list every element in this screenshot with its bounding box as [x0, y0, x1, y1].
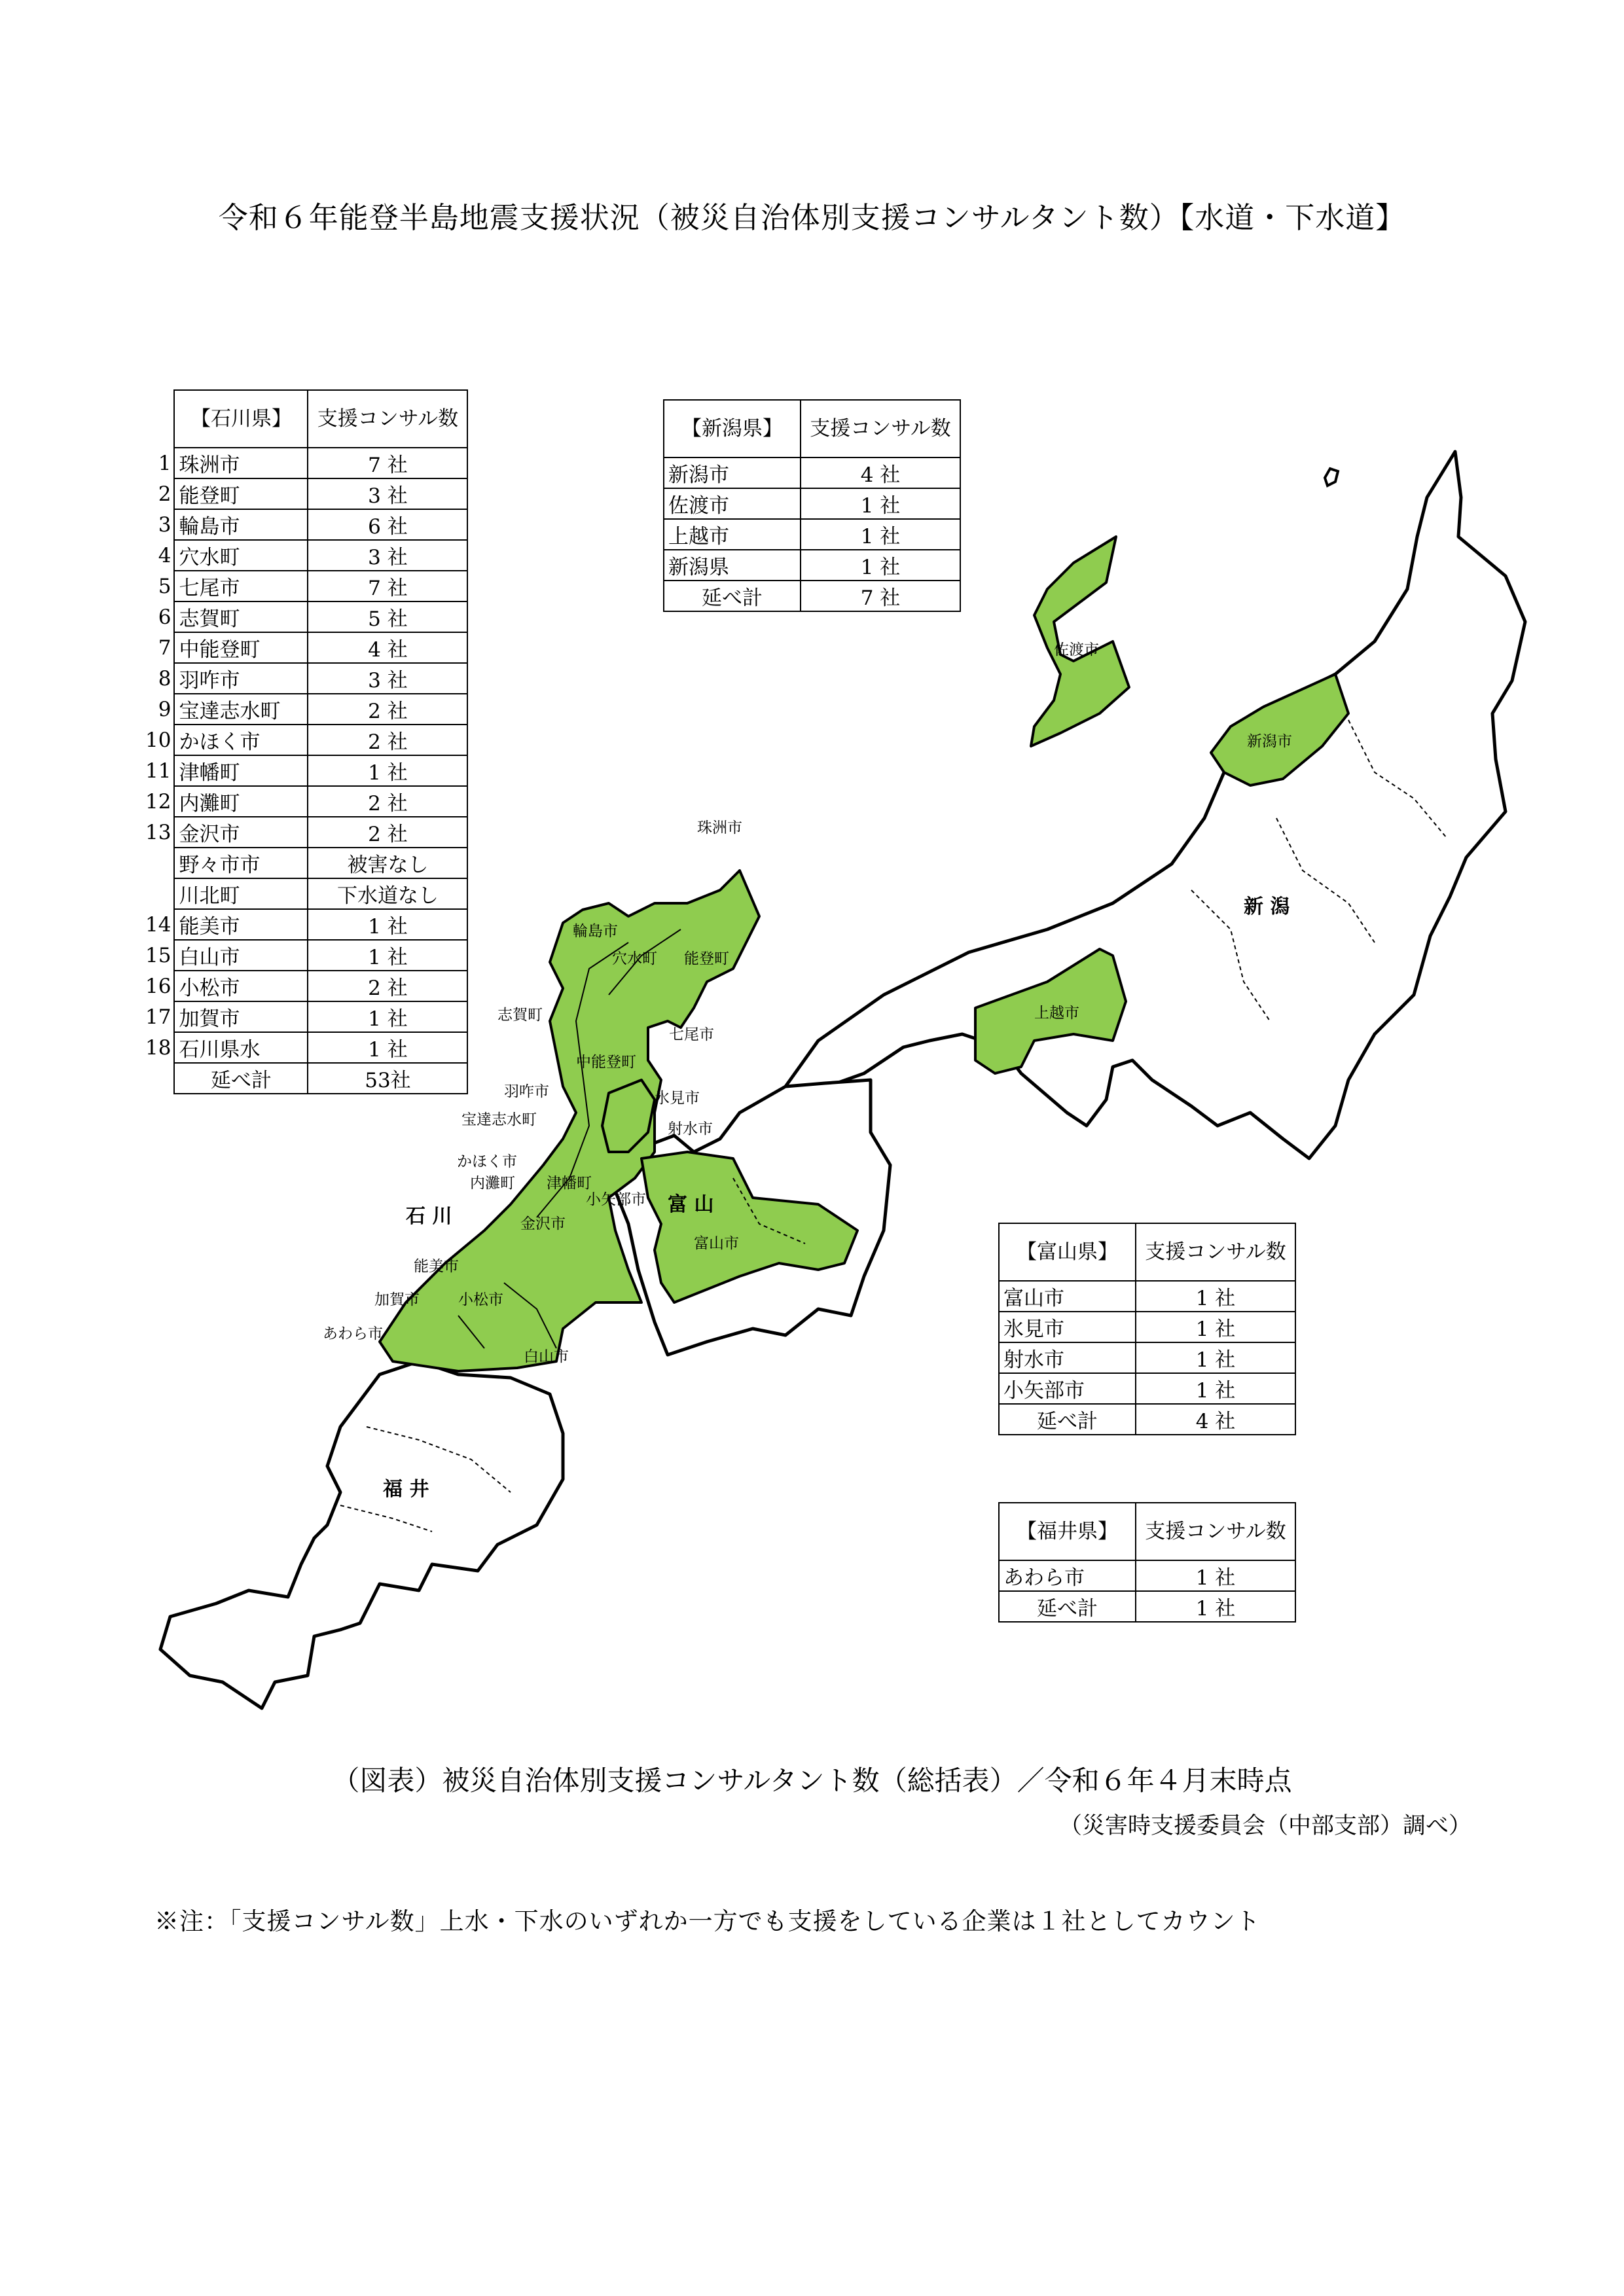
municipality-name: 佐渡市: [664, 488, 801, 519]
table-row: [145, 478, 467, 509]
niigata-header: 【新潟県】: [664, 400, 801, 457]
table-row: [145, 509, 467, 540]
label-himi: 氷見市: [655, 1090, 700, 1107]
consultant-count: 2 社: [308, 786, 467, 817]
row-number: 9: [158, 697, 171, 721]
label-sado: 佐渡市: [1054, 641, 1099, 658]
fukui-header: 【福井県】: [999, 1503, 1136, 1560]
table-row: [145, 817, 467, 848]
table-row: [999, 1560, 1295, 1591]
municipality-name: 氷見市: [999, 1312, 1136, 1342]
consultant-count: 4 社: [308, 632, 467, 663]
table-row: [145, 940, 467, 971]
consultant-count: 1 社: [1136, 1312, 1295, 1342]
municipality-name: 新潟県: [664, 550, 801, 581]
label-tsubata: 津幡町: [547, 1175, 592, 1192]
consultant-count: 2 社: [308, 971, 467, 1001]
toyama-table: [998, 1223, 1296, 1435]
row-number: [145, 848, 174, 878]
row-number: 4: [158, 543, 171, 567]
consultant-count: 2 社: [308, 817, 467, 848]
consultant-count: 2 社: [308, 725, 467, 755]
row-number: 12: [145, 789, 171, 814]
row-number: 16: [145, 974, 171, 998]
label-noto: 能登町: [684, 950, 729, 967]
municipality-name: 金沢市: [174, 817, 308, 848]
table-row: [145, 1032, 467, 1063]
table-row: [145, 1001, 467, 1032]
source-note: （災害時支援委員会（中部支部）調べ）: [1058, 1813, 1471, 1839]
fukui-col-header: 支援コンサル数: [1136, 1503, 1295, 1560]
figure-caption: （図表）被災自治体別支援コンサルタント数（総括表）／令和６年４月末時点: [332, 1765, 1292, 1797]
consultant-count: 1 社: [308, 755, 467, 786]
row-number: 13: [145, 820, 171, 844]
consultant-count: 1 社: [1136, 1373, 1295, 1404]
label-uchinada: 内灘町: [470, 1175, 515, 1192]
table-row: [664, 550, 960, 581]
label-hakusan: 白山市: [524, 1348, 569, 1365]
table-row: [999, 1342, 1295, 1373]
table-row: [145, 909, 467, 940]
row-number: 6: [158, 605, 171, 629]
table-row: [145, 448, 467, 478]
consultant-count: 7 社: [308, 448, 467, 478]
consultant-count: 1 社: [1136, 1281, 1295, 1312]
table-row: [145, 694, 467, 725]
consultant-count: 1 社: [308, 909, 467, 940]
municipality-name: 射水市: [999, 1342, 1136, 1373]
awashima-island-shape: [1325, 469, 1338, 486]
label-hodatsushimizu: 宝達志水町: [461, 1111, 537, 1128]
label-nomi: 能美市: [414, 1258, 459, 1275]
fukui-prefecture-shape: [160, 1361, 563, 1708]
label-niigata-city: 新潟市: [1247, 733, 1292, 750]
municipality-name: 富山市: [999, 1281, 1136, 1312]
municipality-name: 新潟市: [664, 457, 801, 488]
consultant-count: 1 社: [801, 519, 960, 550]
toyama-header: 【富山県】: [999, 1223, 1136, 1281]
label-awara: あわら市: [323, 1325, 383, 1342]
label-kanazawa: 金沢市: [520, 1215, 566, 1232]
label-anamizu: 穴水町: [612, 950, 657, 967]
label-kahoku: かほく市: [457, 1153, 517, 1170]
municipality-name: 中能登町: [174, 632, 308, 663]
row-number: 17: [145, 1005, 171, 1029]
table-row: [664, 488, 960, 519]
label-joetsu: 上越市: [1034, 1005, 1079, 1022]
municipality-name: 加賀市: [174, 1001, 308, 1032]
ishikawa-total: 53社: [308, 1063, 467, 1094]
table-row: [145, 632, 467, 663]
table-row: [664, 519, 960, 550]
row-number: 5: [158, 574, 171, 598]
municipality-name: 野々市市: [174, 848, 308, 878]
municipality-name: 羽咋市: [174, 663, 308, 694]
row-number: 10: [145, 728, 171, 752]
fukui-total: 1 社: [1136, 1591, 1295, 1622]
row-number: 1: [158, 451, 171, 475]
municipality-name: 志賀町: [174, 601, 308, 632]
consultant-count: 被害なし: [308, 848, 467, 878]
label-ishikawa-pref: 石 川: [406, 1205, 452, 1228]
row-number: 11: [145, 759, 171, 783]
table-row: [145, 540, 467, 571]
fukui-total-label: 延べ計: [999, 1591, 1136, 1622]
footnote: ※注：「支援コンサル数」上水・下水のいずれか一方でも支援をしている企業は１社としてカウント: [154, 1907, 1261, 1935]
consultant-count: 6 社: [308, 509, 467, 540]
consultant-count: 4 社: [801, 457, 960, 488]
label-hakui: 羽咋市: [504, 1083, 549, 1100]
consultant-count: 2 社: [308, 694, 467, 725]
municipality-name: 穴水町: [174, 540, 308, 571]
row-number: 8: [158, 666, 171, 691]
consultant-count: 下水道なし: [308, 878, 467, 909]
municipality-name: 内灘町: [174, 786, 308, 817]
table-row: [999, 1312, 1295, 1342]
fukui-table: [998, 1502, 1296, 1623]
ishikawa-col-header: 支援コンサル数: [308, 390, 467, 448]
niigata-total-label: 延べ計: [664, 581, 801, 611]
municipality-name: 小松市: [174, 971, 308, 1001]
label-shika: 志賀町: [497, 1007, 543, 1024]
table-row: [145, 786, 467, 817]
consultant-count: 7 社: [308, 571, 467, 601]
table-row: [145, 878, 467, 909]
table-row: [999, 1281, 1295, 1312]
row-number: 2: [158, 482, 171, 506]
label-niigata-pref: 新 潟: [1244, 895, 1290, 918]
table-row: [145, 848, 467, 878]
table-row: [999, 1373, 1295, 1404]
label-toyama-pref: 富 山: [668, 1193, 714, 1216]
consultant-count: 3 社: [308, 540, 467, 571]
label-suzu: 珠洲市: [697, 819, 742, 836]
row-number: 15: [145, 943, 171, 967]
consultant-count: 1 社: [1136, 1342, 1295, 1373]
label-kaga: 加賀市: [374, 1291, 420, 1308]
label-imizu: 射水市: [668, 1121, 713, 1138]
toyama-total: 4 社: [1136, 1404, 1295, 1435]
municipality-name: 能登町: [174, 478, 308, 509]
niigata-table: [663, 399, 961, 612]
municipality-name: 七尾市: [174, 571, 308, 601]
consultant-count: 5 社: [308, 601, 467, 632]
table-row: [145, 663, 467, 694]
municipality-name: 宝達志水町: [174, 694, 308, 725]
table-row: [145, 601, 467, 632]
ishikawa-table: [145, 389, 468, 1094]
toyama-col-header: 支援コンサル数: [1136, 1223, 1295, 1281]
municipality-name: 輪島市: [174, 509, 308, 540]
consultant-count: 3 社: [308, 663, 467, 694]
label-toyama-city: 富山市: [694, 1235, 739, 1252]
ishikawa-total-label: 延べ計: [174, 1063, 308, 1094]
consultant-count: 1 社: [308, 940, 467, 971]
consultant-count: 1 社: [1136, 1560, 1295, 1591]
table-row: [145, 725, 467, 755]
municipality-name: 能美市: [174, 909, 308, 940]
label-nakanoto: 中能登町: [576, 1054, 636, 1071]
row-number: 14: [145, 912, 171, 937]
label-komatsu: 小松市: [458, 1291, 503, 1308]
table-row: [145, 755, 467, 786]
consultant-count: 1 社: [801, 550, 960, 581]
table-row: [145, 971, 467, 1001]
table-row: [664, 457, 960, 488]
municipality-name: 津幡町: [174, 755, 308, 786]
municipality-name: あわら市: [999, 1560, 1136, 1591]
label-nanao: 七尾市: [669, 1026, 714, 1043]
table-row: [145, 571, 467, 601]
label-wajima: 輪島市: [573, 923, 618, 940]
row-number: [145, 878, 174, 909]
municipality-name: 川北町: [174, 878, 308, 909]
municipality-name: 小矢部市: [999, 1373, 1136, 1404]
ishikawa-header: 【石川県】: [174, 390, 308, 448]
label-fukui-pref: 福 井: [383, 1478, 429, 1501]
municipality-name: かほく市: [174, 725, 308, 755]
municipality-name: 白山市: [174, 940, 308, 971]
consultant-count: 3 社: [308, 478, 467, 509]
consultant-count: 1 社: [801, 488, 960, 519]
row-number: 7: [158, 636, 171, 660]
page-title: 令和６年能登半島地震支援状況（被災自治体別支援コンサルタント数）【水道・下水道】: [218, 200, 1406, 235]
niigata-col-header: 支援コンサル数: [801, 400, 960, 457]
row-number: 3: [158, 512, 171, 537]
toyama-total-label: 延べ計: [999, 1404, 1136, 1435]
consultant-count: 1 社: [308, 1001, 467, 1032]
municipality-name: 上越市: [664, 519, 801, 550]
label-oyabe: 小矢部市: [586, 1191, 646, 1208]
niigata-total: 7 社: [801, 581, 960, 611]
row-number: 18: [145, 1035, 171, 1060]
municipality-name: 石川県水: [174, 1032, 308, 1063]
consultant-count: 1 社: [308, 1032, 467, 1063]
municipality-name: 珠洲市: [174, 448, 308, 478]
